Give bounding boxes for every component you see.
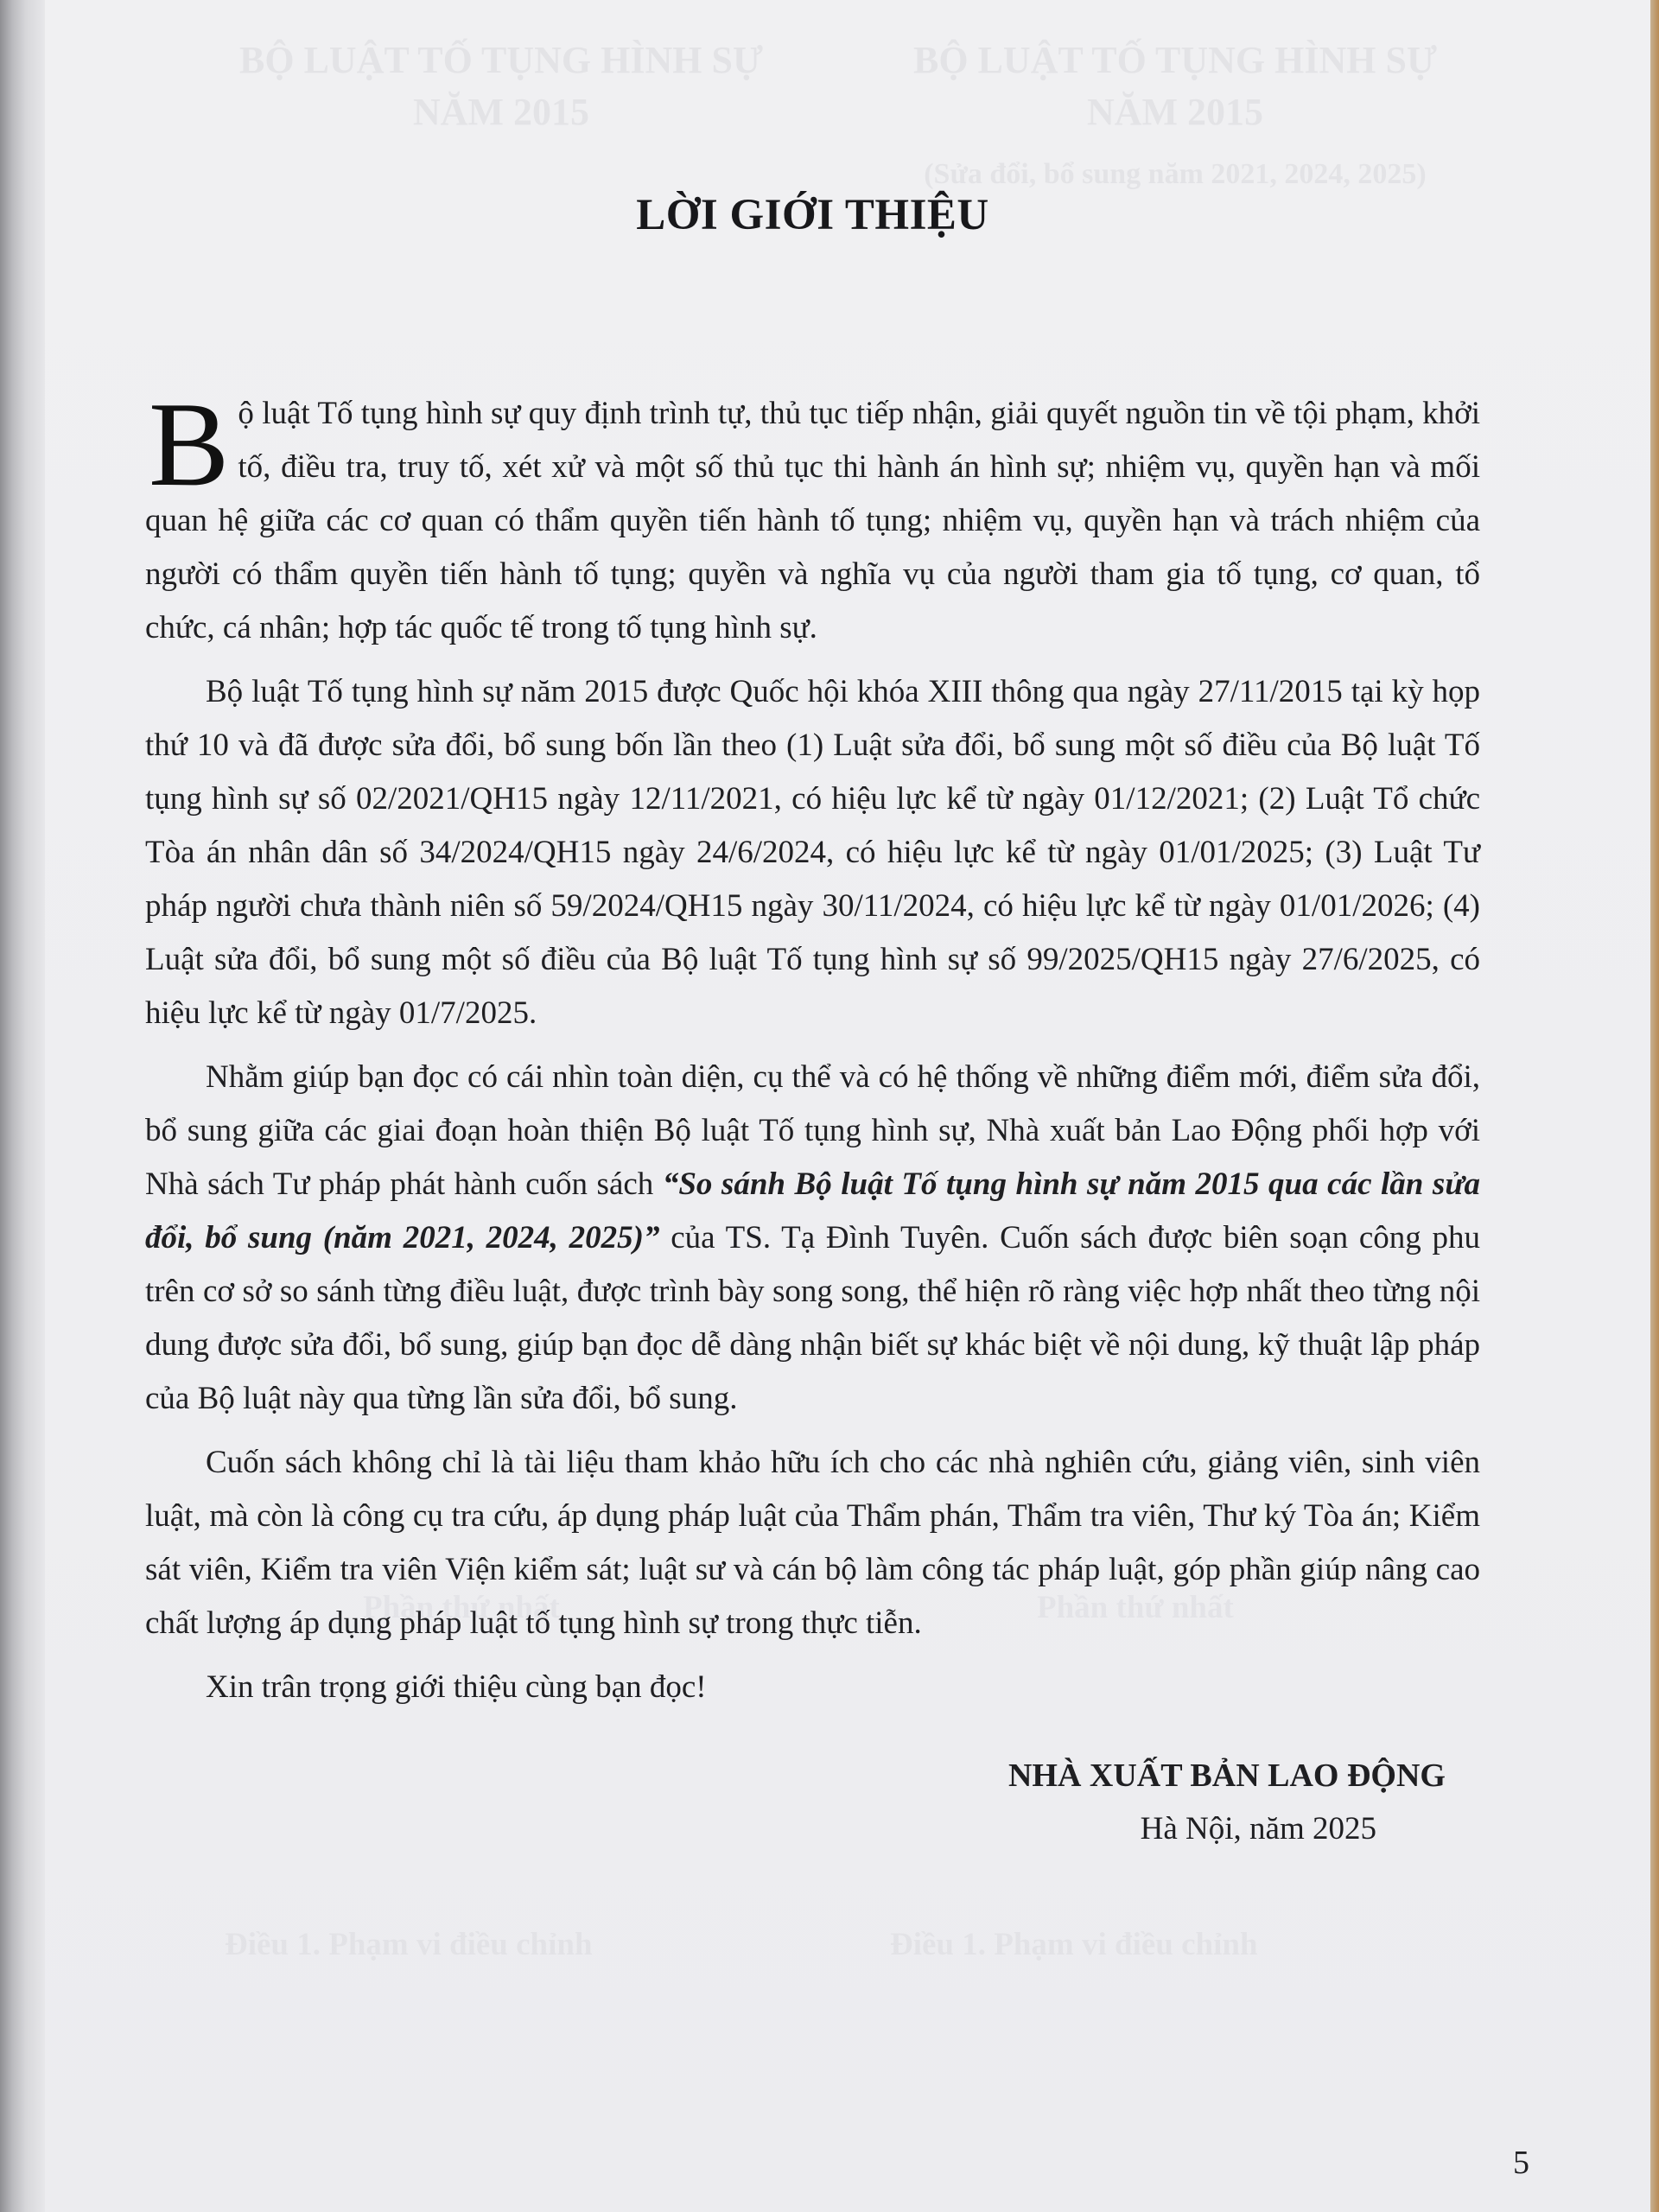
paragraph-audience: Cuốn sách không chỉ là tài liệu tham khảo hữu ích cho các nhà nghiên cứu, giảng viên, sinh viên luật, mà còn là công cụ tra cứu, áp dụng pháp luật của Thẩm phán, Thẩm tra viên, Thư ký Tòa án; Kiểm sát viên, Kiểm tra viên Viện kiểm sát; luật sư và cán bộ làm công tác pháp luật, góp phần giúp nâng cao chất lượng áp dụng pháp luật tố tụng hình sự trong thực tiễn. [145, 1445, 1480, 1641]
page-number: 5 [1513, 2145, 1529, 2181]
bleed-through-right-article [890, 1918, 1258, 1972]
book-title: “So sánh Bộ luật Tố tụng hình sự năm 2015 qua các lần sửa đổi, bổ sung (năm 2021, 2024, 2025)” [145, 1166, 1480, 1255]
paragraph-history: Bộ luật Tố tụng hình sự năm 2015 được Quốc hội khóa XIII thông qua ngày 27/11/2015 tại kỳ họp thứ 10 và đã được sửa đổi, bổ sung bốn lần theo (1) Luật sửa đổi, bổ sung một số điều của Bộ luật Tố tụng hình sự số 02/2021/QH15 ngày 12/11/2021, có hiệu lực kể từ ngày 01/12/2021; (2) Luật Tổ chức Tòa án nhân dân số 34/2024/QH15 ngày 24/6/2024, có hiệu lực kể từ ngày 01/01/2025; (3) Luật Tư pháp người chưa thành niên số 59/2024/QH15 ngày 30/11/2024, có hiệu lực kể từ ngày 01/01/2026; (4) Luật sửa đổi, bổ sung một số điều của Bộ luật Tố tụng hình sự số 99/2025/QH15 ngày 27/6/2025, có hiệu lực kể từ ngày 01/7/2025. [145, 674, 1480, 1031]
paragraph-purpose-before: Nhằm giúp bạn đọc có cái nhìn toàn diện, cụ thể và có hệ thống về những điểm mới, điểm sửa đổi, bổ sung giữa các giai đoạn hoàn thiện Bộ luật Tố tụng hình sự, Nhà xuất bản Lao Động phối hợp với Nhà sách Tư pháp phát hành cuốn sách [145, 1059, 1480, 1202]
bleed-through-right-subheading: (Sửa đổi, bổ sung năm 2021, 2024, 2025) [924, 158, 1427, 190]
bleed-through-right-heading: BỘ LUẬT TỐ TỤNG HÌNH SỰ NĂM 2015 [913, 39, 1437, 133]
bleed-through-left-article [225, 1918, 593, 1972]
bleed-through-left-heading: BỘ LUẬT TỐ TỤNG HÌNH SỰ NĂM 2015 [239, 39, 763, 133]
foreword [145, 190, 1480, 1856]
page-title: LỜI GIỚI THIỆU [636, 191, 989, 239]
place-date: Hà Nội, năm 2025 [1140, 1811, 1376, 1847]
paragraph-intro-text: ộ luật Tố tụng hình sự quy định trình tự, thủ tục tiếp nhận, giải quyết nguồn tin về tội phạm, khởi tố, điều tra, truy tố, xét xử và một số thủ tục thi hành án hình sự; nhiệm vụ, quyền hạn và mối quan hệ giữa các cơ quan có thẩm quyền tiến hành tố tụng; nhiệm vụ, quyền hạn và trách nhiệm của người có thẩm quyền tiến hành tố tụng; quyền và nghĩa vụ của người tham gia tố tụng, cơ quan, tổ chức, cá nhân; hợp tác quốc tế trong tố tụng hình sự. [145, 396, 1480, 645]
publisher-signature: NHÀ XUẤT BẢN LAO ĐỘNG [1007, 1758, 1446, 1794]
paragraph-purpose [145, 1051, 1480, 1426]
closing-line: Xin trân trọng giới thiệu cùng bạn đọc! [206, 1669, 707, 1705]
paragraph-purpose-after: của TS. Tạ Đình Tuyên. Cuốn sách được biên soạn công phu trên cơ sở so sánh từng điều luật, được trình bày song song, thể hiện rõ ràng việc hợp nhất theo từng nội dung được sửa đổi, bổ sung, giúp bạn đọc dễ dàng nhận biết sự khác biệt về nội dung, kỹ thuật lập pháp của Bộ luật này qua từng lần sửa đổi, bổ sung. [145, 1220, 1480, 1416]
drop-cap: B [149, 378, 230, 512]
paragraph-intro [145, 378, 1480, 655]
